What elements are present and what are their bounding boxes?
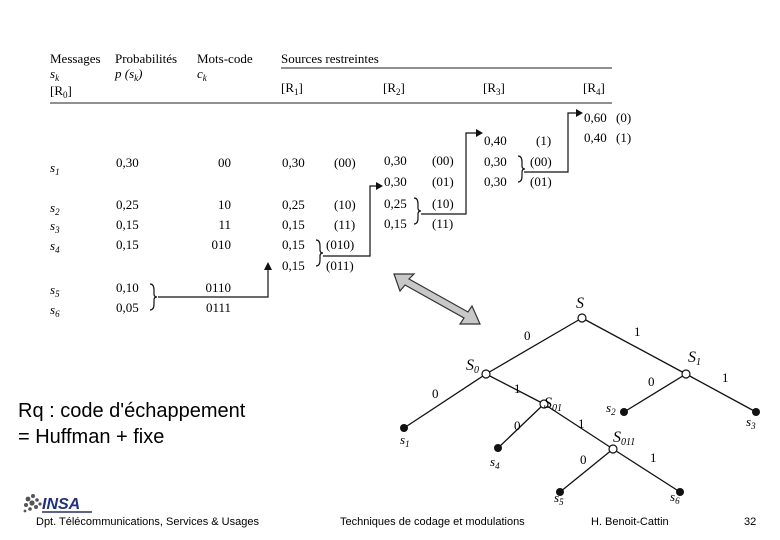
r1-code: (011) bbox=[326, 258, 354, 273]
edge-label: 1 bbox=[514, 381, 521, 396]
node-s011 bbox=[609, 445, 617, 453]
r1-code: (11) bbox=[334, 217, 356, 232]
edge-s0-s1leaf bbox=[404, 374, 486, 428]
r1-prob: 0,15 bbox=[282, 217, 305, 232]
row-prob: 0,15 bbox=[116, 217, 139, 232]
row-prob: 0,10 bbox=[116, 280, 139, 295]
r2-code: (11) bbox=[432, 216, 454, 231]
label-s011: S011 bbox=[613, 429, 636, 448]
r4-code: (1) bbox=[616, 130, 632, 145]
leaf-s6 bbox=[676, 488, 684, 496]
row-code: 010 bbox=[211, 237, 231, 252]
edge-label: 0 bbox=[514, 418, 521, 433]
footer-course: Techniques de codage et modulations bbox=[340, 516, 525, 528]
node-s1 bbox=[682, 370, 690, 378]
header-r4: $[R_4]$ bbox=[583, 80, 605, 97]
footer-department: Dpt. Télécommunications, Services & Usages bbox=[36, 516, 259, 528]
row-code: 0110 bbox=[205, 280, 231, 295]
edge-s011-s5 bbox=[560, 449, 613, 492]
row-prob: 0,30 bbox=[116, 155, 139, 170]
label-s1: S1 bbox=[688, 349, 701, 368]
row-msg: $s_6$ bbox=[50, 302, 60, 319]
r2-prob: 0,30 bbox=[384, 153, 407, 168]
row-code: 00 bbox=[218, 155, 231, 170]
leaf-label-s6: $s_6$ bbox=[670, 489, 680, 506]
remark bbox=[18, 398, 245, 450]
leaf-s3 bbox=[752, 408, 760, 416]
leaf-label-s3: $s_3$ bbox=[746, 414, 756, 431]
row-msg: $s_3$ bbox=[50, 218, 60, 235]
leaf-s2 bbox=[620, 408, 628, 416]
row-prob: 0,05 bbox=[116, 300, 139, 315]
r2-prob: 0,15 bbox=[384, 216, 407, 231]
row-msg: $s_2$ bbox=[50, 200, 60, 217]
r2-code: (10) bbox=[432, 196, 454, 211]
row-msg: $s_4$ bbox=[50, 238, 60, 255]
r4-prob: 0,60 bbox=[584, 110, 607, 125]
r1-prob: 0,15 bbox=[282, 237, 305, 252]
r1-prob: 0,30 bbox=[282, 155, 305, 170]
r4-prob: 0,40 bbox=[584, 130, 607, 145]
edge-label: 0 bbox=[648, 374, 655, 389]
row-prob: 0,15 bbox=[116, 237, 139, 252]
r1-prob: 0,15 bbox=[282, 258, 305, 273]
header-restricted-sources: Sources restreintes bbox=[281, 51, 379, 66]
footer-page-number: 32 bbox=[744, 516, 757, 528]
leaf-label-s5: $s_5$ bbox=[554, 490, 564, 507]
header-r3: $[R_3]$ bbox=[483, 80, 505, 97]
r3-code: (1) bbox=[536, 133, 552, 148]
header-p-sk: p $(s_k)$ bbox=[115, 66, 143, 83]
edge-s1-s3 bbox=[686, 374, 756, 412]
r1-code: (010) bbox=[326, 237, 355, 252]
footer-author: H. Benoit-Cattin bbox=[591, 516, 669, 528]
header-probabilities: Probabilités bbox=[115, 51, 178, 66]
leaf-label-s4: $s_4$ bbox=[490, 454, 500, 471]
header-codewords: Mots-code bbox=[197, 51, 253, 66]
edge-label: 1 bbox=[650, 450, 657, 465]
leaf-label-s2: $s_2$ bbox=[606, 400, 616, 417]
label-s0: S0 bbox=[466, 357, 479, 376]
row-msg: $s_1$ bbox=[50, 160, 60, 177]
leaf-s4 bbox=[494, 444, 502, 452]
edge-labels bbox=[432, 324, 729, 467]
node-s0 bbox=[482, 370, 490, 378]
edge-label: 1 bbox=[578, 416, 585, 431]
edge-root-s0 bbox=[486, 318, 582, 374]
r4-code: (0) bbox=[616, 110, 632, 125]
edge-s011-s6 bbox=[613, 449, 680, 492]
edge-label: 1 bbox=[634, 324, 641, 339]
header-ck: $c_k$ bbox=[197, 66, 207, 83]
insa-logo bbox=[22, 491, 94, 515]
r3-prob: 0,30 bbox=[484, 174, 507, 189]
leaf-label-s1: $s_1$ bbox=[400, 432, 410, 449]
r1-code: (10) bbox=[334, 197, 356, 212]
r3-code: (00) bbox=[530, 154, 552, 169]
row-code: 0111 bbox=[205, 300, 231, 315]
edge-label: 0 bbox=[432, 386, 439, 401]
r2-code: (00) bbox=[432, 153, 454, 168]
label-s01: S01 bbox=[544, 395, 562, 414]
header-sk: $s_k$ bbox=[50, 66, 60, 83]
r3-prob: 0,40 bbox=[484, 133, 507, 148]
r1-prob: 0,25 bbox=[282, 197, 305, 212]
remark-line-2: = Huffman + fixe bbox=[18, 426, 165, 448]
row-code: 10 bbox=[218, 197, 231, 212]
edge-label: 0 bbox=[580, 452, 587, 467]
leaf-s1 bbox=[400, 424, 408, 432]
edge-s1-s2 bbox=[624, 374, 686, 412]
r2-code: (01) bbox=[432, 174, 454, 189]
header-r1: $[R_1]$ bbox=[281, 80, 303, 97]
edge-label: 1 bbox=[722, 370, 729, 385]
header-r2: $[R_2]$ bbox=[383, 80, 405, 97]
header-r0: $[R_0]$ bbox=[50, 83, 72, 100]
row-code: 11 bbox=[218, 217, 231, 232]
remark-line-1: Rq : code d'échappement bbox=[18, 400, 246, 422]
edge-label: 0 bbox=[524, 328, 531, 343]
r3-prob: 0,30 bbox=[484, 154, 507, 169]
row-prob: 0,25 bbox=[116, 197, 139, 212]
logo-text: INSA bbox=[42, 496, 81, 513]
label-root: S bbox=[576, 295, 584, 312]
r3-code: (01) bbox=[530, 174, 552, 189]
header-messages: Messages bbox=[50, 51, 101, 66]
r1-code: (00) bbox=[334, 155, 356, 170]
r2-prob: 0,30 bbox=[384, 174, 407, 189]
node-root bbox=[578, 314, 586, 322]
edge-s01-s4 bbox=[498, 404, 544, 448]
row-msg: $s_5$ bbox=[50, 282, 60, 299]
r2-prob: 0,25 bbox=[384, 196, 407, 211]
